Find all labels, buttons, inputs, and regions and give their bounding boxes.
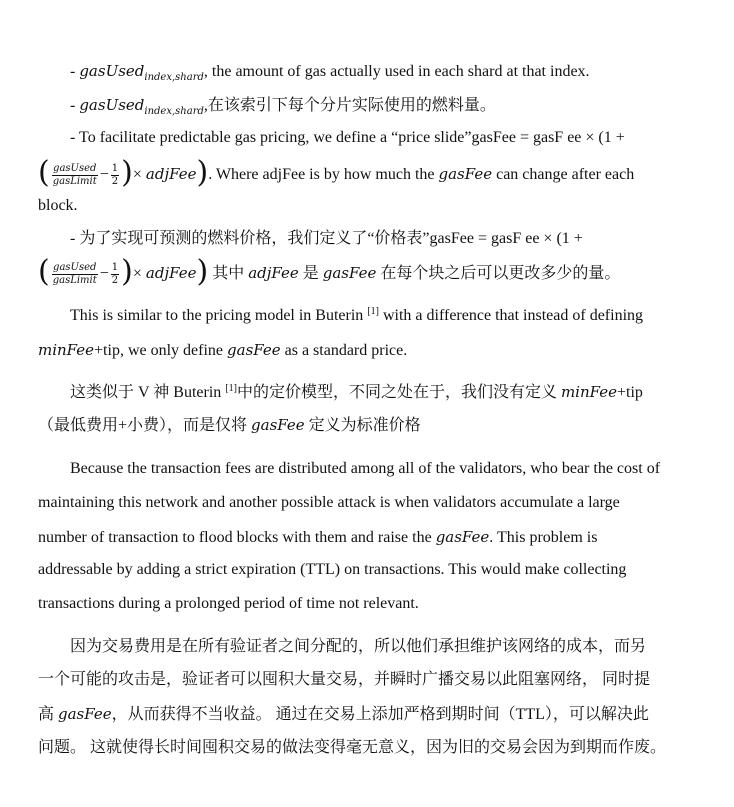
- minus-sign: −: [99, 265, 109, 282]
- bullet-dash: -: [70, 63, 80, 80]
- paragraph-buterin-chinese-1: [70, 381, 643, 406]
- paragraph-buterin-english-2: [38, 339, 407, 362]
- sentence-text: . This problem is: [489, 529, 598, 546]
- sentence-text: addressable by adding a strict expiration (TTL) on transactions. This would make collecting: [38, 561, 627, 578]
- sentence-text: as a standard price.: [280, 342, 408, 359]
- fraction-numerator: gasUsed: [53, 261, 97, 273]
- sentence-text: 在每个块之后可以更改多少的量。: [376, 265, 621, 282]
- paragraph-buterin-chinese-2: [38, 414, 421, 437]
- sentence-text: 中的定价模型，不同之处在于，我们没有定义: [236, 384, 561, 401]
- sentence-text: 定义为标准价格: [304, 417, 421, 434]
- close-paren-outer: ): [196, 155, 209, 191]
- open-paren: (: [38, 155, 50, 191]
- sentence-text: +tip: [616, 384, 643, 401]
- fraction-denominator: 2: [111, 175, 119, 187]
- math-minfee: minFee: [38, 341, 95, 359]
- sentence-text: 高: [38, 706, 59, 723]
- math-adjfee: adjFee: [145, 165, 197, 183]
- sentence-text: - 为了实现可预测的燃料价格，我们定义了“价格表”gasFee = gasF ee × (1 +: [70, 230, 583, 247]
- continuation-block: [38, 195, 78, 217]
- sentence-text: 因为交易费用是在所有验证者之间分配的，所以他们承担维护该网络的成本，而另: [70, 638, 647, 655]
- paragraph-attack-english-1: [70, 458, 660, 480]
- citation-ref[interactable]: [1]: [225, 383, 237, 394]
- sentence-text: 是: [298, 265, 323, 282]
- sentence-text: transactions during a prolonged period of time not relevant.: [38, 595, 419, 612]
- bullet-gasused-chinese: [70, 94, 496, 119]
- bullet-price-slide-chinese: [70, 228, 583, 250]
- sentence-text: 一个可能的攻击是，验证者可以囤积大量交易，并瞬时广播交易以此阻塞网络， 同时提: [38, 671, 651, 688]
- fraction-one-half: [111, 262, 119, 287]
- sentence-text: 其中: [208, 265, 249, 282]
- paragraph-attack-english-2: [38, 492, 620, 514]
- sentence-text: （最低费用+小费），而是仅将: [38, 417, 252, 434]
- sentence-text: 问题。 这就使得长时间囤积交易的做法变得毫无意义，因为旧的交易会因为到期而作废。: [38, 739, 667, 756]
- sentence-text: +tip, we only define: [94, 342, 228, 359]
- sentence-text: ,在该索引下每个分片实际使用的燃料量。: [203, 97, 496, 114]
- paragraph-attack-chinese-1: [70, 636, 646, 658]
- sentence-text: - To facilitate predictable gas pricing, we define a “price slide”gasFee = gasF ee × (1 +: [70, 129, 625, 146]
- sentence-text: ，从而获得不当收益。 通过在交易上添加严格到期时间（TTL），可以解决此: [111, 706, 649, 723]
- sentence-text: This is similar to the pricing model in Buterin: [70, 307, 368, 324]
- close-paren-outer: ): [196, 254, 209, 290]
- paragraph-attack-chinese-4: [38, 737, 666, 759]
- sentence-text: number of transaction to flood blocks with them and raise the: [38, 529, 436, 546]
- paragraph-buterin-english-1: [70, 305, 643, 329]
- math-gasfee: gasFee: [438, 165, 493, 183]
- fraction-numerator: 1: [111, 162, 119, 174]
- sentence-text: , the amount of gas actually used in each shard at that index.: [203, 63, 590, 80]
- sentence-text: can change after each: [492, 166, 635, 183]
- paragraph-attack-english-4: [38, 559, 626, 581]
- math-gasused: gasUsed: [79, 96, 145, 114]
- bullet-dash: -: [70, 97, 80, 114]
- times-sign: ×: [132, 166, 146, 183]
- fraction-denominator: gasLimit: [52, 274, 97, 286]
- math-subscript: index,shard: [144, 106, 204, 117]
- sentence-text: with a difference that instead of defining: [378, 307, 644, 324]
- sentence-text: maintaining this network and another possible attack is when validators accumulate a large: [38, 494, 620, 511]
- open-paren: (: [38, 254, 50, 290]
- fraction-denominator: gasLimit: [52, 175, 97, 187]
- times-sign: ×: [132, 265, 146, 282]
- fraction-denominator: 2: [111, 274, 119, 286]
- sentence-text: 这类似于 V 神 Buterin: [70, 384, 226, 401]
- close-paren: ): [121, 155, 133, 191]
- math-gasfee: gasFee: [322, 264, 377, 282]
- citation-ref[interactable]: [1]: [367, 306, 379, 317]
- math-adjfee: adjFee: [248, 264, 299, 282]
- fraction-numerator: gasUsed: [53, 162, 97, 174]
- math-gasfee: gasFee: [227, 341, 281, 359]
- math-gasfee: gasFee: [58, 705, 112, 723]
- formula-line-english: [38, 155, 635, 191]
- fraction-gasused-gaslimit: [52, 262, 98, 287]
- sentence-text: Because the transaction fees are distributed among all of the validators, who bear the cost of: [70, 460, 661, 477]
- bullet-price-slide-english: [70, 127, 625, 149]
- paragraph-attack-english-3: [38, 526, 597, 549]
- math-adjfee: adjFee: [145, 264, 197, 282]
- sentence-text: block.: [38, 197, 78, 214]
- paragraph-attack-english-5: [38, 593, 419, 615]
- paragraph-attack-chinese-2: [38, 669, 650, 691]
- fraction-numerator: 1: [111, 261, 119, 273]
- math-subscript: index,shard: [144, 72, 204, 83]
- math-gasused: gasUsed: [79, 62, 145, 80]
- fraction-gasused-gaslimit: [52, 163, 98, 188]
- math-gasfee: gasFee: [251, 416, 305, 434]
- minus-sign: −: [99, 166, 109, 183]
- sentence-text: . Where adjFee is by how much the: [208, 166, 439, 183]
- close-paren: ): [121, 254, 133, 290]
- formula-line-chinese: [38, 254, 621, 290]
- paragraph-attack-chinese-3: [38, 703, 649, 726]
- bullet-gasused-english: [70, 60, 590, 85]
- fraction-one-half: [111, 163, 119, 188]
- math-minfee: minFee: [560, 383, 617, 401]
- math-gasfee: gasFee: [435, 528, 490, 546]
